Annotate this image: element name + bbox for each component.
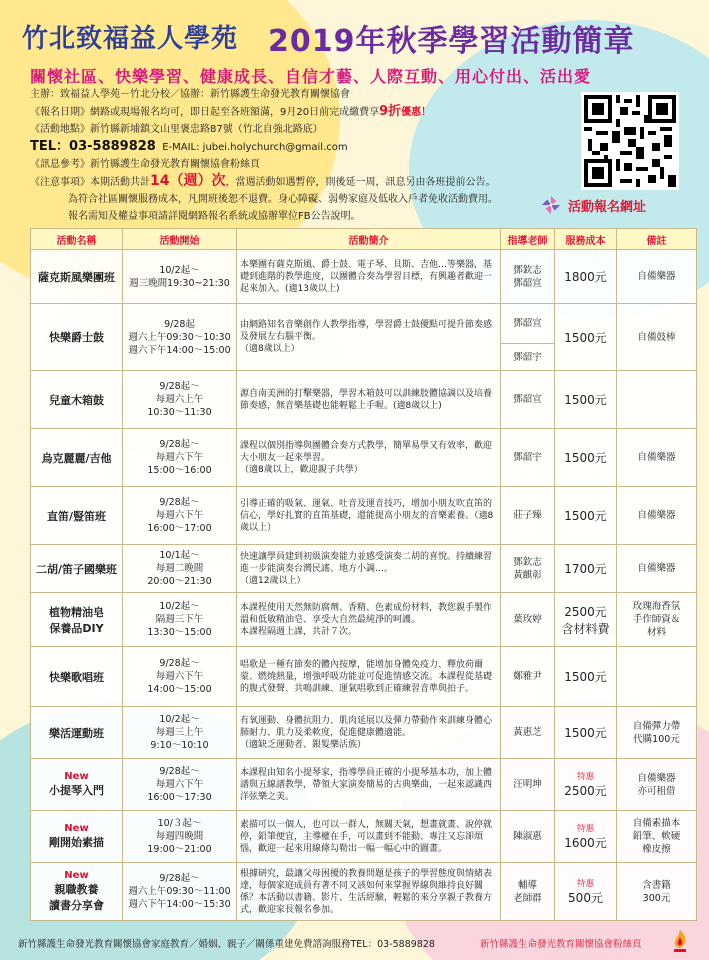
course-note: 含書籍 300元 [617, 863, 697, 921]
header-desc: 活動簡介 [237, 229, 501, 250]
slogan: 關懷社區、快樂學習、健康成長、自信才藝、人際互動、用心付出、活出愛 [30, 67, 592, 86]
notice-line: 《注意事項》本期活動共計14（週）次，當週活動如遇暫停，則後延一周，訊息另由各班提前公告。 [30, 173, 496, 189]
course-name-text: 快樂歌唱班 [49, 670, 104, 684]
page-title: 2019年秋季學習活動簡章 [268, 24, 635, 59]
course-schedule: 10/2起～ 每週三上午 9:10～10:10 [123, 707, 237, 759]
new-badge: New [64, 870, 89, 881]
footer-fanpage[interactable]: 新竹縣護生命發光教育關懷協會粉絲頁 [480, 939, 642, 950]
course-cost: 1800元 [555, 250, 617, 304]
course-teacher: 鄧欽志 鄧韶宣 [501, 250, 555, 304]
course-name [31, 304, 123, 371]
location-line: 《活動地點》新竹縣新埔鎮文山里褒忠路87號（竹北自強北路底） [30, 124, 323, 135]
course-note: 自備鼓棒 [617, 304, 697, 371]
special-price-badge: 特惠 [576, 772, 594, 782]
flame-logo-icon [668, 928, 692, 954]
footer-hotline: 新竹縣護生命發光教育關懷協會家庭教育／婚姻、親子／關係重建免費諮詢服務TEL：03-5889828 [18, 939, 435, 950]
table-row [31, 707, 697, 759]
course-cost: 2500元 含材料費 [555, 593, 617, 647]
notice-line-2: 為符合社區關懷服務成本，凡開班後恕不退費。身心障礙、弱勢家庭及低收入戶者免收活動費用。 [68, 194, 498, 205]
course-cost: 1500元 [555, 304, 617, 371]
course-name [31, 647, 123, 707]
course-name-text: 小提琴入門 [49, 784, 104, 797]
special-price-badge: 特惠 [576, 879, 594, 889]
course-name [31, 863, 123, 921]
course-description: 引導正確的吸氣、運氣、吐音及運音技巧，增加小朋友吹直笛的信心，學好扎實的直笛基礎，還能提高小朋友的音樂素養。（適8歲以上） [237, 487, 501, 545]
course-teacher: 黃惠芝 [501, 707, 555, 759]
course-teacher: 陳淑惠 [501, 811, 555, 863]
notice-line-3: 報名需知及權益事項請詳閱網路報名系統或協辦單位FB公告說明。 [68, 211, 361, 222]
course-name-text: 樂活運動班 [49, 726, 104, 740]
course-description: 本課程使用天然無防腐劑、香精、色素成份材料，教您親手製作溫和低敏精油皂、享受大自然最純淨的呵護。 本課程隔週上課，共計７次。 [237, 593, 501, 647]
course-schedule: 9/28起 週六上午09:30～10:30 週六下午14:00～15:00 [123, 304, 237, 371]
course-schedule: 9/28起～ 每週六下午 16:00～17:30 [123, 759, 237, 811]
course-cost: 1500元 [555, 429, 617, 487]
table-row [31, 304, 697, 344]
header-note: 備註 [617, 229, 697, 250]
course-cost: 特惠 1600元 [555, 811, 617, 863]
course-description: 唱歌是一種有節奏的體內按摩，能增加身體免疫力、釋放荷爾蒙、燃燒熱量，增強呼吸功能並可促進情感交流。本課程從基礎的腹式發聲、共鳴訓練、運氣唱歌到正確練習音準與拍子。 [237, 647, 501, 707]
org-title: 竹北致福益人學苑 [22, 24, 239, 54]
course-name [31, 487, 123, 545]
course-name-text: 剛開始素描 [49, 836, 104, 849]
course-teacher: 鄧欽志 黃麒彰 [501, 545, 555, 593]
table-row [31, 759, 697, 811]
course-teacher: 莊子臻 [501, 487, 555, 545]
header-start: 活動開始 [123, 229, 237, 250]
pinwheel-icon [540, 194, 562, 216]
course-note: 自備樂器 [617, 487, 697, 545]
course-name-text: 兒童木箱鼓 [49, 393, 104, 407]
inquiry-line: 《訊息參考》新竹縣護生命發光教育關懷協會粉絲頁 [30, 159, 260, 170]
course-name [31, 593, 123, 647]
table-row [31, 593, 697, 647]
course-teacher: 鄧韶宇 [501, 429, 555, 487]
course-note: 自備樂器 [617, 429, 697, 487]
course-description: 源自南美洲的打擊樂器，學習木箱鼓可以訓練肢體協調以及培養節奏感，無音樂基礎也能輕鬆上手喔。(適8歲以上) [237, 371, 501, 429]
new-badge: New [64, 771, 89, 782]
course-name [31, 371, 123, 429]
course-name-text: 二胡/笛子國樂班 [35, 562, 118, 576]
course-name [31, 545, 123, 593]
course-description: 有氧運動、身體抗阻力、肌肉延展以及彈力帶動作來訓練身體心肺耐力、肌力及柔軟度，促進健康體適能。 （適缺乏運動者、銀髮樂活族） [237, 707, 501, 759]
table-row [31, 250, 697, 304]
course-schedule: 10/2起～ 隔週三下午 13:30～15:00 [123, 593, 237, 647]
course-cost: 1500元 [555, 371, 617, 429]
schedule-table [30, 228, 696, 921]
header-name: 活動名稱 [31, 229, 123, 250]
table-row [31, 811, 697, 863]
course-note: 自備樂器 [617, 545, 697, 593]
course-schedule: 9/28起～ 每週六下午 15:00～16:00 [123, 429, 237, 487]
course-description: 由網路知名音樂創作人教學指導，學習爵士鼓優點可提升節奏感及發展左右腦平衡。 （適8歲以上） [237, 304, 501, 371]
course-schedule: 10/2起～ 週三晚間19:30~21:30 [123, 250, 237, 304]
qr-code[interactable] [581, 92, 679, 190]
host-line: 主辦：致福益人學苑－竹北分校／協辦：新竹縣護生命發光教育關懷協會 [30, 89, 350, 100]
course-name [31, 429, 123, 487]
course-name-text: 薩克斯風樂團班 [38, 270, 115, 284]
course-note: 自備彈力帶 代購100元 [617, 707, 697, 759]
course-teacher: 汪明坤 [501, 759, 555, 811]
header-teacher: 指導老師 [501, 229, 555, 250]
course-teacher: 鄧韶宣 [501, 371, 555, 429]
table-row [31, 647, 697, 707]
email-link[interactable]: E-MAIL: jubei.holychurch@gmail.com [162, 142, 348, 153]
special-price-badge: 特惠 [576, 824, 594, 834]
course-description: 本課程由知名小提琴家，指導學員正確的小提琴基本功，加上體譜與五線譜教學，帶領大家演奏簡易的古典樂曲，一起來認識西洋弦樂之美。 [237, 759, 501, 811]
course-name-text: 快樂爵士鼓 [49, 331, 104, 344]
course-cost: 1500元 [555, 647, 617, 707]
course-description: 本樂團有薩克斯風、爵士鼓、電子琴、貝斯、吉他…等樂器，基礎到進階的教學進度，以團體合奏為學習目標，有興趣者歡迎一起來加入。(適13歲以上) [237, 250, 501, 304]
course-name-text: 直笛/豎笛班 [46, 509, 107, 523]
course-teacher: 鄧韶宣 [501, 304, 555, 344]
course-name [31, 811, 123, 863]
course-teacher: 鄭雅尹 [501, 647, 555, 707]
registration-link[interactable] [540, 194, 646, 216]
new-badge: New [64, 823, 89, 834]
course-schedule: 9/28起～ 每週六上午 10:30～11:30 [123, 371, 237, 429]
table-row [31, 863, 697, 921]
course-teacher-2: 鄧韶宇 [501, 344, 555, 371]
course-cost: 1500元 [555, 487, 617, 545]
qr-icon [584, 95, 676, 187]
course-description: 素描可以一個人，也可以一群人，無關天氣，想畫就畫、說停就停，鉛筆便宜，主導權在手，可以畫到不能動、專注又忘卻煩惱，歡迎一起來用線條勾勒出一幅一幅心中的圖畫。 [237, 811, 501, 863]
table-row [31, 487, 697, 545]
course-note: 自備素描本 鉛筆、軟硬 橡皮擦 [617, 811, 697, 863]
course-teacher: 葉玫婷 [501, 593, 555, 647]
course-note: 自備樂器 [617, 250, 697, 304]
table-header-row [31, 229, 697, 250]
course-teacher: 輔導 老師群 [501, 863, 555, 921]
course-name [31, 759, 123, 811]
course-note: 玫瑰海香氛 手作師資＆ 材料 [617, 593, 697, 647]
header-cost: 服務成本 [555, 229, 617, 250]
course-schedule: 9/28起～ 週六上午09:30～11:00 週六下午14:00～15:30 [123, 863, 237, 921]
course-schedule: 10/1起～ 每週二晚間 20:00～21:30 [123, 545, 237, 593]
registration-label: 活動報名網址 [568, 199, 647, 215]
footer [0, 928, 709, 960]
course-schedule: 9/28起～ 每週六下午 14:00～15:00 [123, 647, 237, 707]
course-name-text: 植物精油皂 保養品DIY [49, 605, 104, 635]
course-cost: 特惠 500元 [555, 863, 617, 921]
course-cost: 特惠 2500元 [555, 759, 617, 811]
course-cost: 1500元 [555, 707, 617, 759]
course-cost: 1700元 [555, 545, 617, 593]
course-name-text: 烏克麗麗/吉他 [41, 451, 112, 465]
course-description: 快速讓學員建到初級演奏能力並感受演奏二胡的喜悅。持續練習進一步能演奏台灣民謠、地方小調…。 （適12歲以上） [237, 545, 501, 593]
course-schedule: 9/28起～ 每週六下午 16:00～17:00 [123, 487, 237, 545]
table-row [31, 545, 697, 593]
course-note: 自備樂器 亦可租借 [617, 759, 697, 811]
course-name [31, 707, 123, 759]
course-description: 根據研究，最讓父母困擾的教養問題是孩子的學習態度與情緒表達，每個家庭成員有著不同又該如何來掌握界線與維持良好關係？本活動以書籍、影片、生活經驗，輕鬆的來分享親子教養方式，歡迎家長報名參加。 [237, 863, 501, 921]
course-description: 課程以個別指導與團體合奏方式教學，簡單易學又有效率，歡迎大小朋友一起來學習。 （適8歲以上，歡迎親子共學） [237, 429, 501, 487]
course-name-text: 親職教養 讀書分享會 [49, 883, 104, 912]
course-note [617, 371, 697, 429]
info-block [30, 86, 570, 225]
signup-line: 《報名日期》網路或現場報名均可，即日起至各班額滿，9月20日前完成繳費享9折優惠！ [30, 104, 432, 119]
course-schedule: 10/３起～ 每週四晚間 19:00～21:00 [123, 811, 237, 863]
course-name [31, 250, 123, 304]
table-row [31, 429, 697, 487]
table-row [31, 371, 697, 429]
contact-line: TEL：03-5889828 E-MAIL: jubei.holychurch@gmail.com [30, 139, 348, 154]
course-note [617, 647, 697, 707]
